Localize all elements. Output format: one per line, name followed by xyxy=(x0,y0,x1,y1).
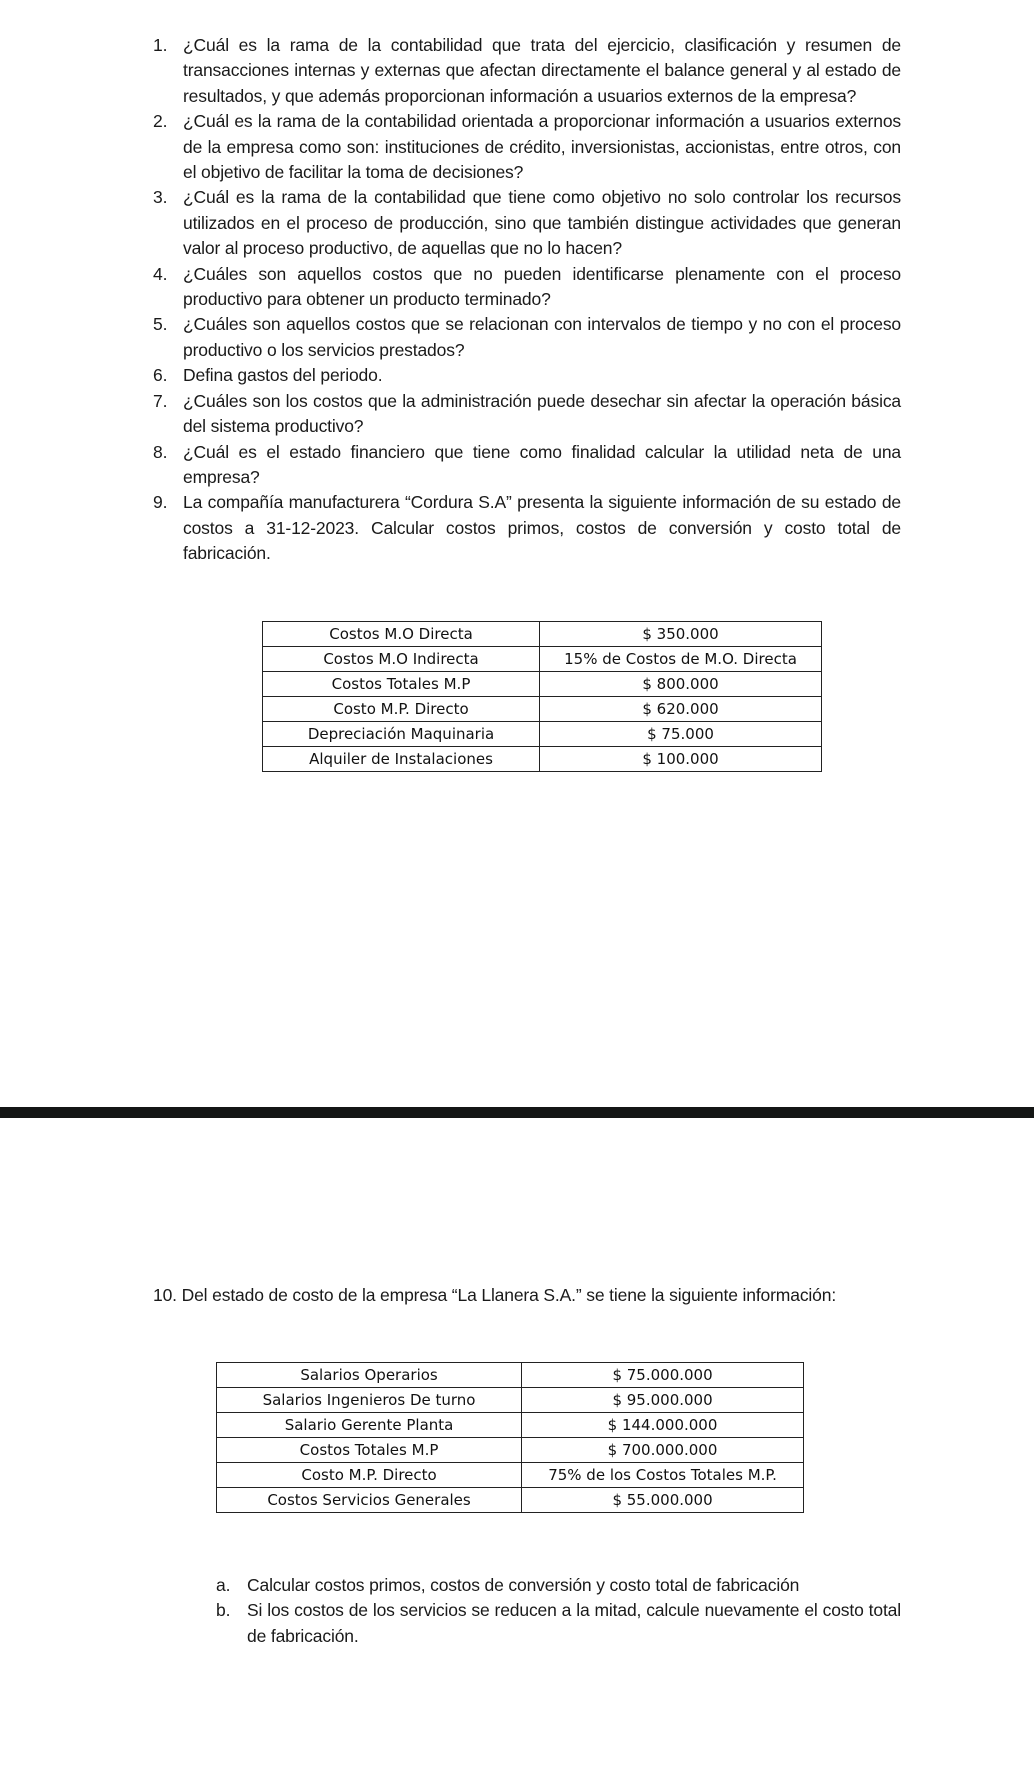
table-row xyxy=(263,697,822,722)
question-1 xyxy=(153,33,901,109)
question-text: Del estado de costo de la empresa “La Llanera S.A.” se tiene la siguiente información: xyxy=(181,1285,837,1305)
question-text: ¿Cuál es la rama de la contabilidad que tiene como objetivo no solo controlar los recursos utilizados en el proceso de producción, sino que también distingue actividades que generan valor al proceso productivo, de aquellas que no lo hacen? xyxy=(183,187,901,259)
row-label: Depreciación Maquinaria xyxy=(263,722,540,747)
row-value: $ 350.000 xyxy=(540,622,822,647)
row-value: $ 75.000 xyxy=(540,722,822,747)
row-value: 75% de los Costos Totales M.P. xyxy=(522,1463,804,1488)
llanera-cost-table xyxy=(216,1362,804,1513)
table-row xyxy=(263,647,822,672)
row-label: Alquiler de Instalaciones xyxy=(263,747,540,772)
row-label: Costos M.O Directa xyxy=(263,622,540,647)
table-row xyxy=(217,1463,804,1488)
row-value: $ 100.000 xyxy=(540,747,822,772)
question-text: ¿Cuáles son los costos que la administración puede desechar sin afectar la operación básica del sistema productivo? xyxy=(183,390,901,437)
question-text: ¿Cuáles son aquellos costos que no pueden identificarse plenamente con el proceso productivo para obtener un producto terminado? xyxy=(183,263,901,310)
table-row xyxy=(263,672,822,697)
question-number: 6. xyxy=(153,365,168,386)
question-text: Defina gastos del periodo. xyxy=(183,365,383,386)
question-number: 3. xyxy=(153,187,168,208)
row-value: $ 55.000.000 xyxy=(522,1488,804,1513)
question-text: ¿Cuáles son aquellos costos que se relacionan con intervalos de tiempo y no con el proceso productivo o los servicios prestados? xyxy=(183,314,901,360)
sub-question-a xyxy=(216,1573,901,1598)
question-2 xyxy=(153,109,901,185)
row-value: $ 95.000.000 xyxy=(522,1388,804,1413)
question-number: 5. xyxy=(153,314,168,335)
row-value: $ 700.000.000 xyxy=(522,1438,804,1463)
table-row xyxy=(217,1363,804,1388)
row-label: Costos M.O Indirecta xyxy=(263,647,540,672)
question-10 xyxy=(153,1283,913,1308)
sub-question-b xyxy=(216,1598,901,1649)
question-9 xyxy=(153,490,901,566)
table-row xyxy=(263,722,822,747)
question-number: 8. xyxy=(153,441,168,462)
question-text: ¿Cuál es la rama de la contabilidad que trata del ejercicio, clasificación y resumen de transacciones internas y externas que afectan directamente el balance general y al estado de resultados, y que además proporcionan información a usuarios externos de la empresa? xyxy=(183,35,901,106)
row-label: Salarios Ingenieros De turno xyxy=(217,1388,522,1413)
row-label: Costo M.P. Directo xyxy=(217,1463,522,1488)
cordura-cost-table xyxy=(262,621,822,772)
row-label: Salarios Operarios xyxy=(217,1363,522,1388)
row-label: Costos Servicios Generales xyxy=(217,1488,522,1513)
question-5 xyxy=(153,312,901,363)
row-label: Costos Totales M.P xyxy=(263,672,540,697)
sub-question-text: Calcular costos primos, costos de conversión y costo total de fabricación xyxy=(247,1575,800,1595)
question-number: 2. xyxy=(153,111,168,132)
question-text: ¿Cuál es el estado financiero que tiene como finalidad calcular la utilidad neta de una empresa? xyxy=(183,441,901,487)
table-row xyxy=(217,1388,804,1413)
question-7 xyxy=(153,389,901,440)
page-divider xyxy=(0,1107,1034,1118)
row-label: Costos Totales M.P xyxy=(217,1438,522,1463)
table-row xyxy=(217,1438,804,1463)
row-value: $ 75.000.000 xyxy=(522,1363,804,1388)
question-list xyxy=(153,33,901,567)
question-number: 1. xyxy=(153,35,168,55)
row-value: $ 620.000 xyxy=(540,697,822,722)
table-row xyxy=(263,622,822,647)
sub-question-letter: b. xyxy=(216,1600,231,1621)
sub-question-list xyxy=(216,1573,901,1649)
question-number: 7. xyxy=(153,390,168,411)
sub-question-letter: a. xyxy=(216,1575,231,1595)
question-4 xyxy=(153,262,901,313)
question-8 xyxy=(153,440,901,491)
question-text: ¿Cuál es la rama de la contabilidad orientada a proporcionar información a usuarios externos de la empresa como son: instituciones de crédito, inversionistas, accionistas, entre otros, con el objetivo de facilitar la toma de decisiones? xyxy=(183,111,901,183)
question-number: 10. xyxy=(153,1285,177,1305)
question-text: La compañía manufacturera “Cordura S.A” presenta la siguiente información de su estado de costos a 31-12-2023. Calcular costos primos, costos de conversión y costo total de fabricación. xyxy=(183,492,901,564)
row-label: Salario Gerente Planta xyxy=(217,1413,522,1438)
row-value: 15% de Costos de M.O. Directa xyxy=(540,647,822,672)
row-value: $ 144.000.000 xyxy=(522,1413,804,1438)
row-value: $ 800.000 xyxy=(540,672,822,697)
sub-question-text: Si los costos de los servicios se reducen a la mitad, calcule nuevamente el costo total de fabricación. xyxy=(247,1600,901,1646)
table-row xyxy=(263,747,822,772)
table-row xyxy=(217,1488,804,1513)
table-row xyxy=(217,1413,804,1438)
question-3 xyxy=(153,185,901,261)
question-number: 9. xyxy=(153,492,168,513)
question-number: 4. xyxy=(153,263,168,284)
question-6 xyxy=(153,363,901,388)
row-label: Costo M.P. Directo xyxy=(263,697,540,722)
